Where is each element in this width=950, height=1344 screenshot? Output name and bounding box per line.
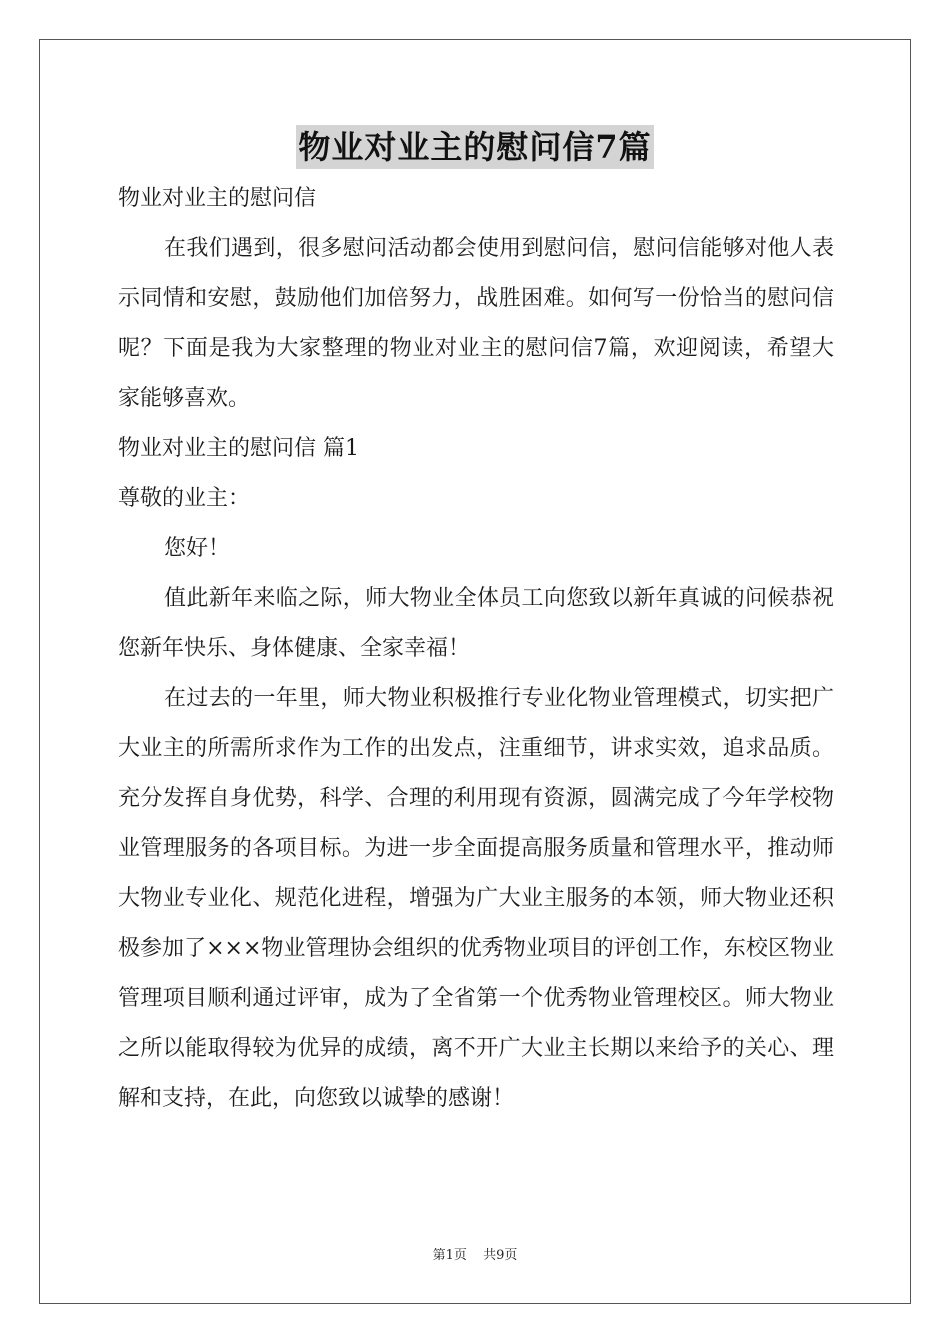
document-body	[118, 174, 834, 1124]
greeting: 您好！	[164, 536, 231, 561]
title-container	[0, 125, 950, 169]
intro-paragraph: 在我们遇到，很多慰问活动都会使用到慰问信，慰问信能够对他人表示同情和安慰，鼓励他们加倍努力，战胜困难。如何写一份恰当的慰问信呢？下面是我为大家整理的物业对业主的慰问信7篇，欢迎阅读，希望大家能够喜欢。	[118, 236, 834, 411]
page-footer	[0, 1244, 950, 1263]
body-paragraph-2: 在过去的一年里，师大物业积极推行专业化物业管理模式，切实把广大业主的所需所求作为工作的出发点，注重细节，讲求实效，追求品质。充分发挥自身优势，科学、合理的利用现有资源，圆满完成了今年学校物业管理服务的各项目标。为进一步全面提高服务质量和管理水平，推动师大物业专业化、规范化进程，增强为广大业主服务的本领，师大物业还积极参加了×××物业管理协会组织的优秀物业项目的评创工作，东校区物业管理项目顺利通过评审，成为了全省第一个优秀物业管理校区。师大物业之所以能取得较为优异的成绩，离不开广大业主长期以来给予的关心、理解和支持，在此，向您致以诚挚的感谢！	[118, 686, 834, 1111]
section-heading-1: 物业对业主的慰问信 篇1	[118, 436, 359, 461]
page-total: 共9页	[483, 1248, 518, 1263]
salutation: 尊敬的业主：	[118, 486, 251, 511]
document-title: 物业对业主的慰问信7篇	[296, 125, 653, 169]
document-subtitle: 物业对业主的慰问信	[118, 186, 317, 211]
body-paragraph-1: 值此新年来临之际，师大物业全体员工向您致以新年真诚的问候恭祝您新年快乐、身体健康、全家幸福！	[118, 586, 834, 661]
page-number: 第1页	[432, 1248, 467, 1263]
